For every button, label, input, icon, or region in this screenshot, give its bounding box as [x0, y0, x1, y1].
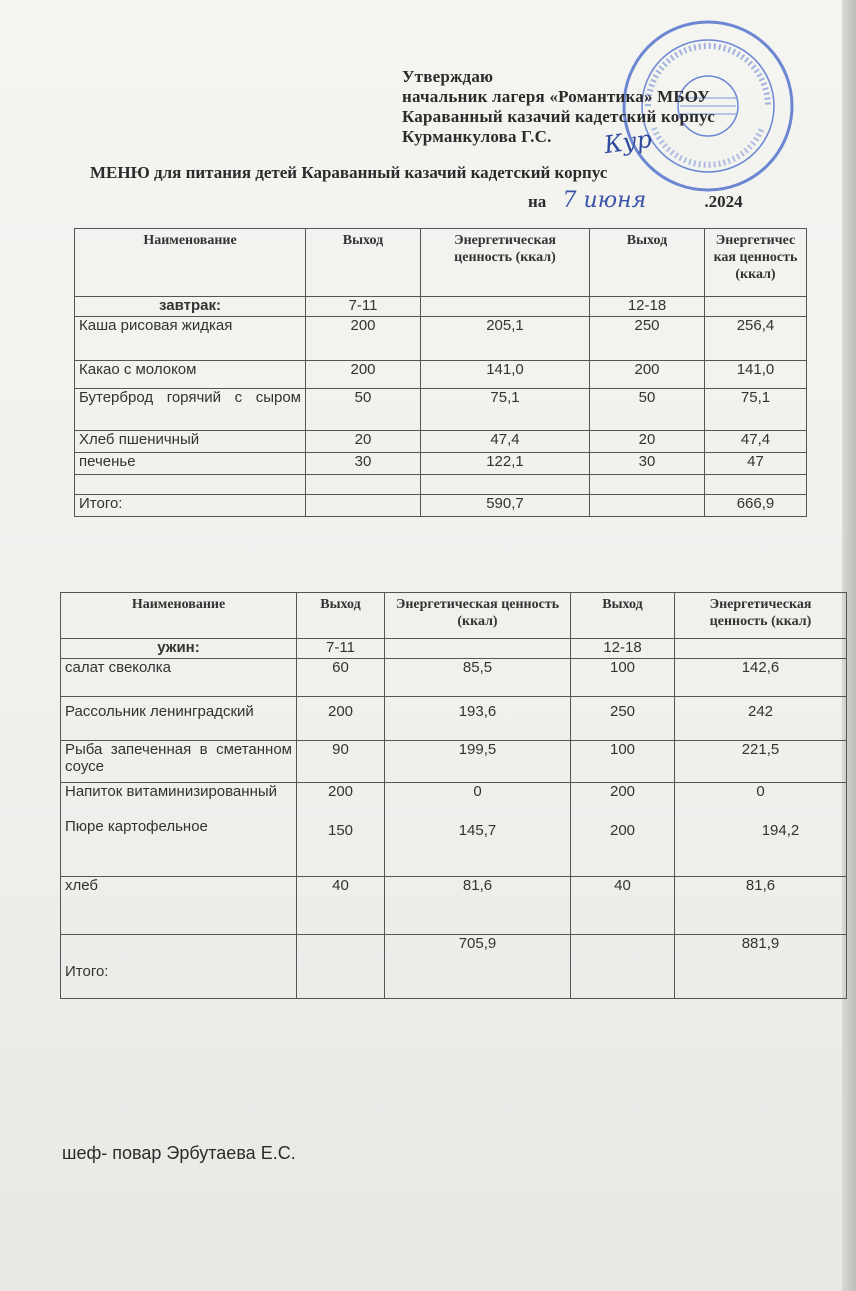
- kcal-a: [421, 475, 590, 495]
- output-a: 200: [306, 317, 421, 361]
- output-b: 250: [571, 697, 675, 741]
- table-header-row: [61, 593, 847, 639]
- output-b: 40: [571, 877, 675, 935]
- dish-name: печенье: [75, 453, 306, 475]
- kcal-b-drink: 0: [756, 783, 765, 800]
- header-output-7-11: Выход: [306, 229, 421, 297]
- kcal-b: [675, 783, 847, 877]
- age-group-a: 7-11: [306, 297, 421, 317]
- age-group-b: 12-18: [571, 639, 675, 659]
- output-b-puree: 200: [609, 822, 636, 839]
- total-kcal-a: 590,7: [421, 495, 590, 517]
- empty-cell: [421, 297, 590, 317]
- kcal-b: 81,6: [675, 877, 847, 935]
- output-a: 30: [306, 453, 421, 475]
- dinner-table: [60, 592, 847, 999]
- total-kcal-a: 705,9: [385, 935, 571, 999]
- approval-line-3: Караванный казачий кадетский корпус: [402, 107, 716, 126]
- header-energy-12-18: Энергетическая ценность (ккал): [675, 593, 847, 639]
- output-b-drink: 200: [609, 783, 636, 800]
- chef-signature-line: шеф- повар Эрбутаева Е.С.: [62, 1143, 296, 1163]
- kcal-a-puree: 145,7: [458, 822, 497, 839]
- total-row: [61, 935, 847, 999]
- breakfast-table: [74, 228, 807, 517]
- table-row: [61, 877, 847, 935]
- output-b: 100: [571, 659, 675, 697]
- kcal-a: 199,5: [385, 741, 571, 783]
- total-label: Итого:: [61, 935, 297, 999]
- handwritten-signature: Кур: [602, 124, 654, 160]
- kcal-b: [705, 475, 807, 495]
- page-title: МЕНЮ для питания детей Караванный казачий кадетский корпус: [90, 163, 608, 182]
- total-label: Итого:: [75, 495, 306, 517]
- header-energy-7-11: Энергетическая ценность (ккал): [421, 229, 590, 297]
- empty-cell: [571, 935, 675, 999]
- output-b: 30: [590, 453, 705, 475]
- output-a: 200: [306, 361, 421, 389]
- output-a: 40: [297, 877, 385, 935]
- kcal-b: 242: [675, 697, 847, 741]
- table-row: [75, 317, 807, 361]
- approval-line-4: Курманкулова Г.С.: [402, 127, 552, 146]
- dish-name: Хлеб пшеничный: [75, 431, 306, 453]
- output-a: [306, 475, 421, 495]
- approval-line-1: Утверждаю: [402, 67, 494, 86]
- output-a: 60: [297, 659, 385, 697]
- dish-name: Бутерброд горячий с сыром: [75, 389, 306, 431]
- age-group-a: 7-11: [297, 639, 385, 659]
- dish-name: Какао с молоком: [75, 361, 306, 389]
- age-group-b: 12-18: [590, 297, 705, 317]
- table-row: [75, 475, 807, 495]
- dish-name: Рыба запеченная в сметанном соусе: [61, 741, 297, 783]
- dish-name-puree: Пюре картофельное: [65, 818, 208, 835]
- kcal-b: 47: [705, 453, 807, 475]
- header-name: Наименование: [75, 229, 306, 297]
- empty-cell: [705, 297, 807, 317]
- table-row: [61, 697, 847, 741]
- dish-name: Рассольник ленинградский: [61, 697, 297, 741]
- total-kcal-b: 881,9: [675, 935, 847, 999]
- table-row: [75, 453, 807, 475]
- dish-name-drink: Напиток витаминизированный: [65, 783, 278, 800]
- kcal-a: 81,6: [385, 877, 571, 935]
- kcal-b: 256,4: [705, 317, 807, 361]
- empty-cell: [297, 935, 385, 999]
- table-row: [61, 741, 847, 783]
- kcal-a: 141,0: [421, 361, 590, 389]
- output-a-puree: 150: [327, 822, 354, 839]
- kcal-a: 122,1: [421, 453, 590, 475]
- meal-label: ужин:: [61, 639, 297, 659]
- kcal-a: 205,1: [421, 317, 590, 361]
- empty-cell: [590, 495, 705, 517]
- header-energy-7-11: Энергетическая ценность (ккал): [385, 593, 571, 639]
- output-b: 100: [571, 741, 675, 783]
- menu-date: [528, 188, 743, 213]
- header-output-12-18: Выход: [571, 593, 675, 639]
- output-b: 250: [590, 317, 705, 361]
- table-row: [75, 389, 807, 431]
- approval-line-2: начальник лагеря «Романтика» МБОУ: [402, 87, 710, 106]
- empty-cell: [306, 495, 421, 517]
- kcal-b: 75,1: [705, 389, 807, 431]
- table-row: [75, 361, 807, 389]
- table-row: [61, 659, 847, 697]
- dish-name: хлеб: [61, 877, 297, 935]
- date-year: .2024: [704, 192, 743, 211]
- kcal-b: 141,0: [705, 361, 807, 389]
- date-prefix: на: [528, 192, 547, 211]
- meal-label: завтрак:: [75, 297, 306, 317]
- empty-cell: [675, 639, 847, 659]
- output-a: 200: [297, 697, 385, 741]
- meal-row: [61, 639, 847, 659]
- dish-name: [61, 783, 297, 877]
- output-a: 90: [297, 741, 385, 783]
- kcal-a-drink: 0: [473, 783, 482, 800]
- output-b: 50: [590, 389, 705, 431]
- output-a: [297, 783, 385, 877]
- total-kcal-b: 666,9: [705, 495, 807, 517]
- table-row: [75, 431, 807, 453]
- header-output-7-11: Выход: [297, 593, 385, 639]
- header-output-12-18: Выход: [590, 229, 705, 297]
- empty-cell: [385, 639, 571, 659]
- output-a-drink: 200: [327, 783, 354, 800]
- header-name: Наименование: [61, 593, 297, 639]
- output-a: 20: [306, 431, 421, 453]
- output-b: [590, 475, 705, 495]
- kcal-a: 47,4: [421, 431, 590, 453]
- kcal-b-puree: 194,2: [761, 822, 800, 839]
- kcal-a: 75,1: [421, 389, 590, 431]
- output-b: [571, 783, 675, 877]
- dish-name: салат свеколка: [61, 659, 297, 697]
- kcal-a: [385, 783, 571, 877]
- dish-name: [75, 475, 306, 495]
- total-row: [75, 495, 807, 517]
- kcal-b: 142,6: [675, 659, 847, 697]
- header-energy-12-18: Энергетичес кая ценность (ккал): [705, 229, 807, 297]
- approval-block: [402, 67, 715, 147]
- output-b: 20: [590, 431, 705, 453]
- table-header-row: [75, 229, 807, 297]
- output-b: 200: [590, 361, 705, 389]
- date-handwritten: 7 июня: [562, 188, 647, 213]
- kcal-b: 221,5: [675, 741, 847, 783]
- meal-row: [75, 297, 807, 317]
- kcal-a: 85,5: [385, 659, 571, 697]
- kcal-a: 193,6: [385, 697, 571, 741]
- dish-name: Каша рисовая жидкая: [75, 317, 306, 361]
- table-row: [61, 783, 847, 877]
- kcal-b: 47,4: [705, 431, 807, 453]
- output-a: 50: [306, 389, 421, 431]
